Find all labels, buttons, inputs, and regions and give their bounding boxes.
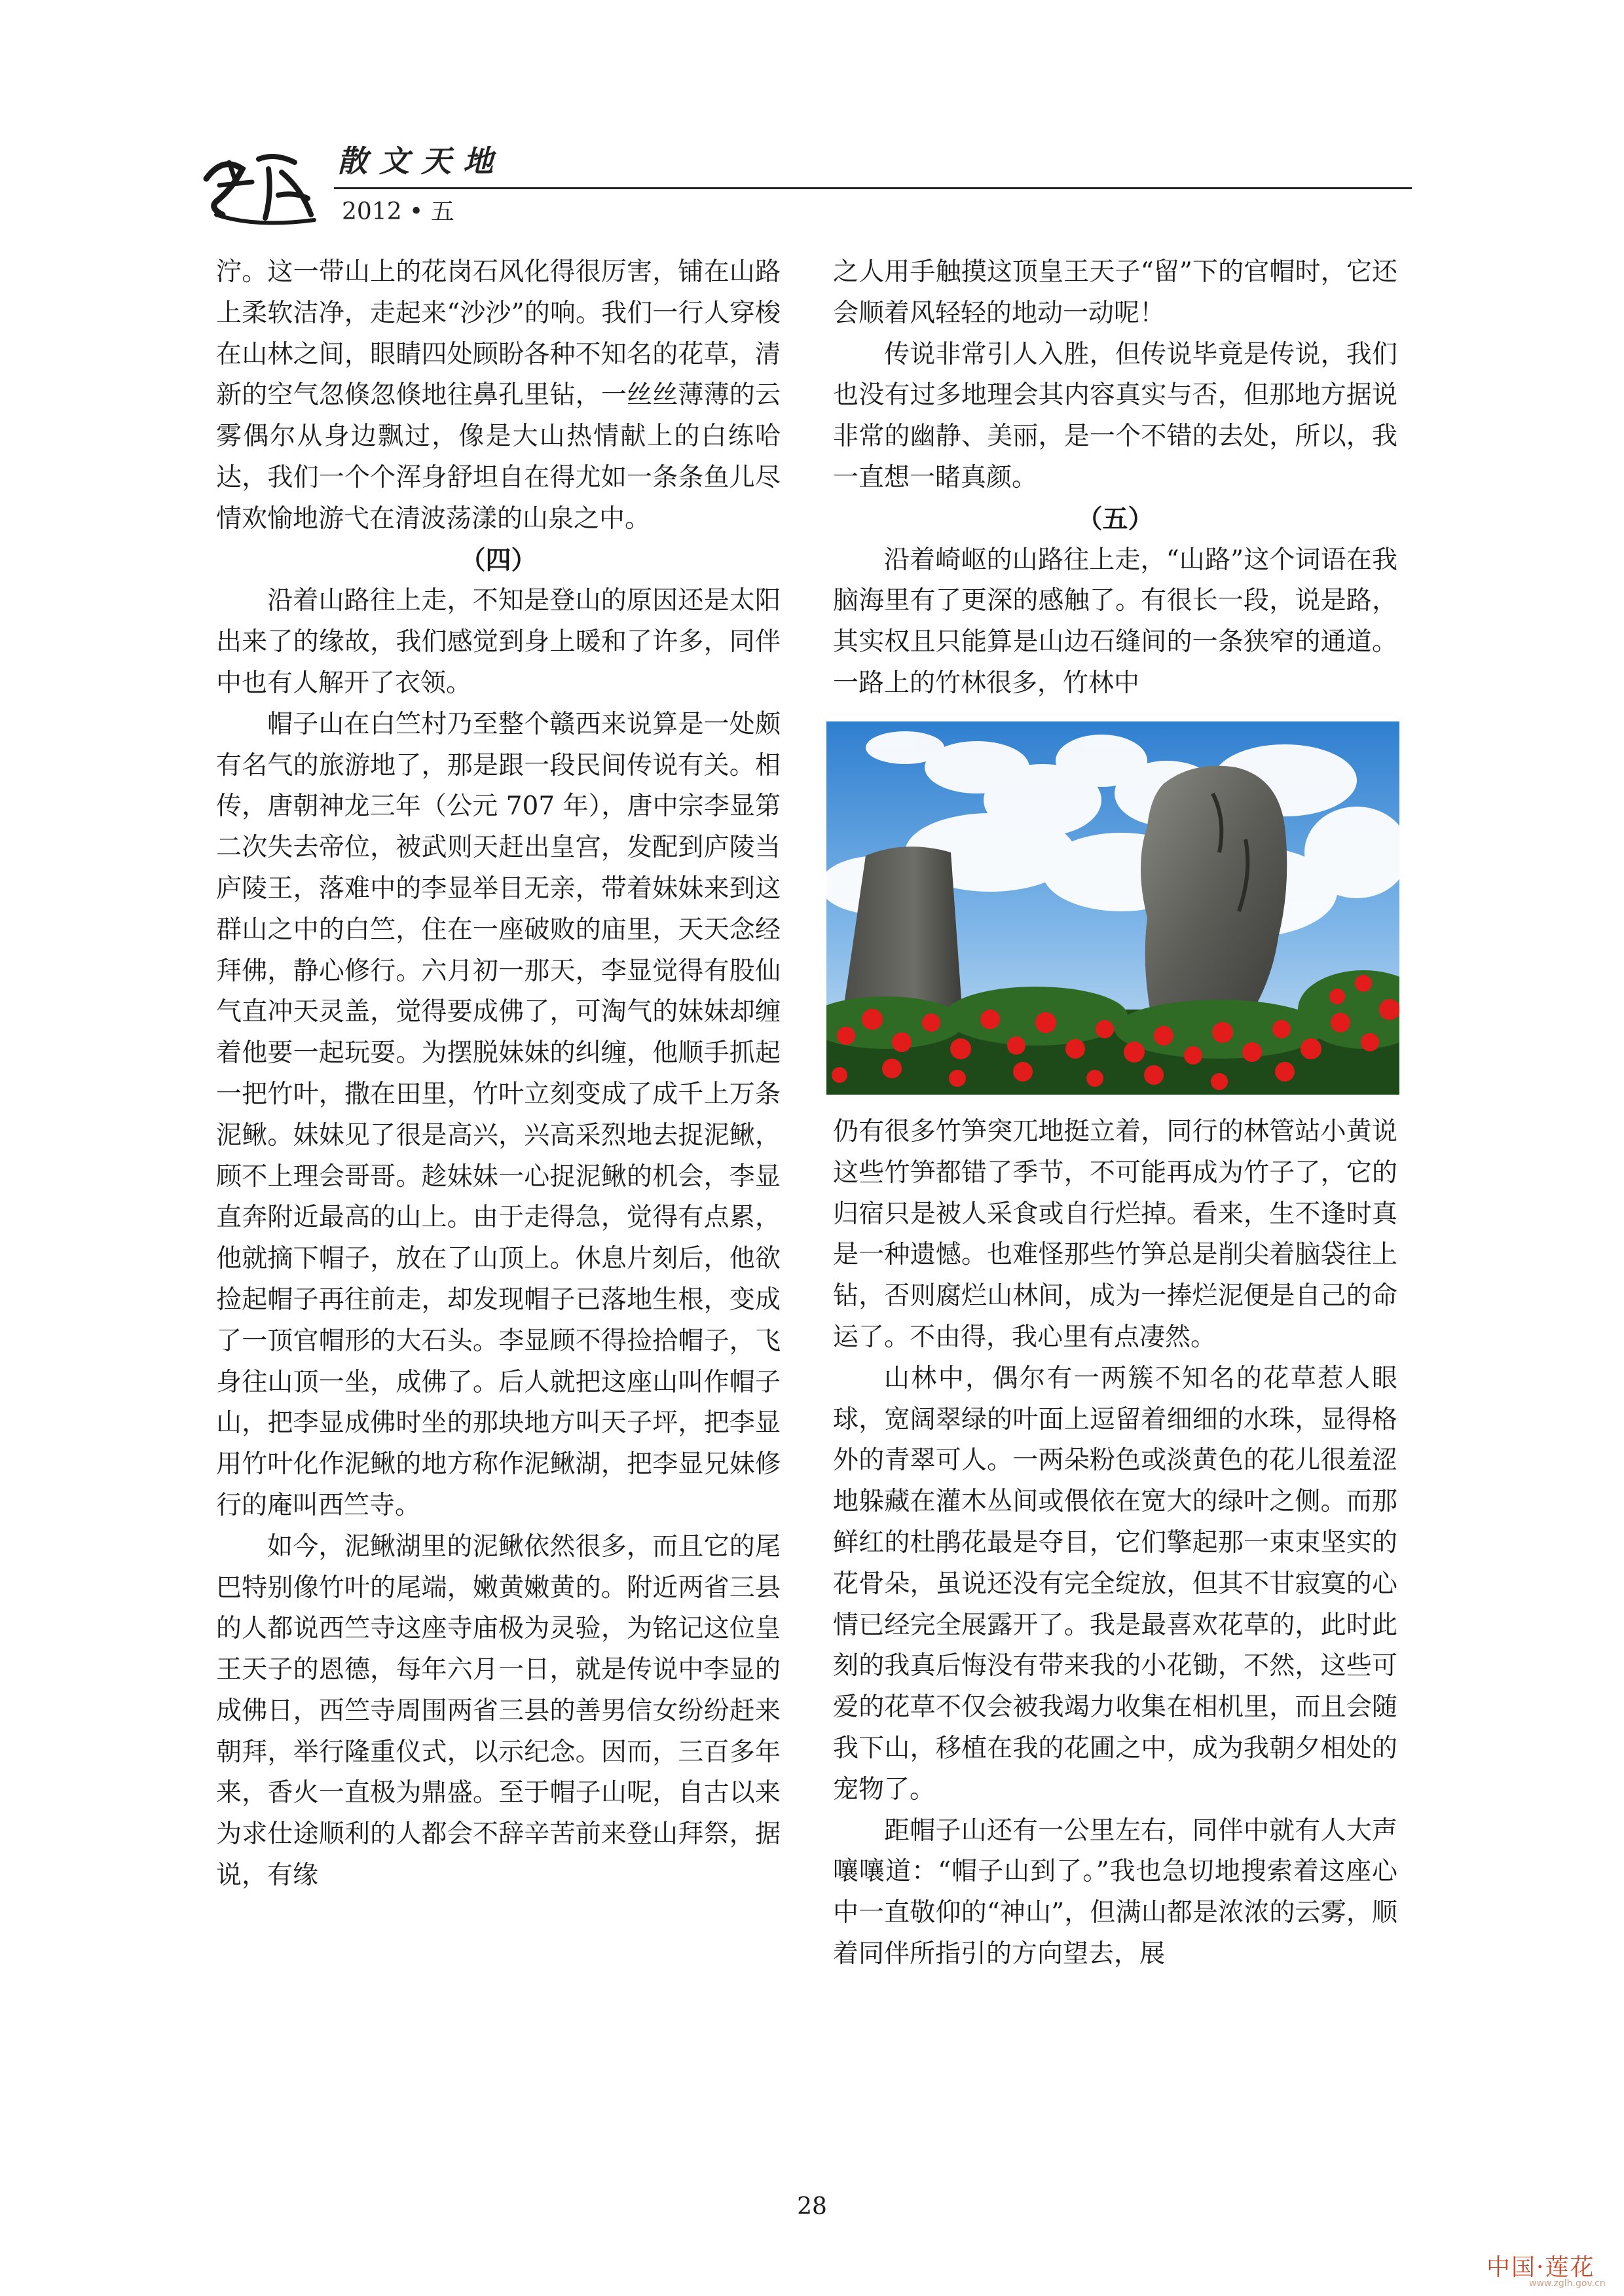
page-number: 28 bbox=[797, 2193, 827, 2220]
right-column-bottom bbox=[833, 1112, 1397, 1975]
section-heading: （五） bbox=[1077, 503, 1154, 534]
rock-azalea-photo bbox=[826, 721, 1399, 1095]
header-rule bbox=[334, 187, 1412, 189]
paragraph: 泞。这一带山上的花岗石风化得很厉害，铺在山路上柔软洁净，走起来“沙沙”的响。我们一行人穿梭在山林之间，眼睛四处顾盼各种不知名的花草，清新的空气忽倏忽倏地往鼻孔里钻，一丝丝薄薄的云雾偶尔从身边飘过，像是大山热情献上的白练哈达，我们一个个浑身舒坦自在得尤如一条条鱼儿尽情欢愉地游弋在清波荡漾的山泉之中。 bbox=[216, 257, 781, 534]
footer-brand: 中国·莲花 bbox=[1486, 2254, 1595, 2281]
paragraph: 沿着山路往上走，不知是登山的原因还是太阳出来了的缘故，我们感觉到身上暖和了许多，同伴中也有人解开了衣领。 bbox=[216, 586, 781, 698]
issue-number: 2012 • 五 bbox=[342, 198, 454, 225]
paragraph: 山林中，偶尔有一两簇不知名的花草惹人眼球，宽阔翠绿的叶面上逗留着细细的水珠，显得格外的青翠可人。一两朵粉色或淡黄色的花儿很羞涩地躲藏在灌木丛间或偎依在宽大的绿叶之侧。而那鲜红的杜鹃花最是夺目，它们擎起那一束束坚实的花骨朵，虽说还没有完全绽放，但其不甘寂寞的心情已经完全展露开了。我是最喜欢花草的，此时此刻的我真后悔没有带来我的小花锄，不然，这些可爱的花草不仅会被我竭力收集在相机里，而且会随我下山，移植在我的花圃之中，成为我朝夕相处的宠物了。 bbox=[833, 1363, 1397, 1804]
footer-url: www.zglh.gov.cn bbox=[1529, 2278, 1606, 2289]
paragraph: 传说非常引人入胜，但传说毕竟是传说，我们也没有过多地理会其内容真实与否，但那地方据说非常的幽静、美丽，是一个不错的去处，所以，我一直想一睹真颜。 bbox=[833, 339, 1397, 492]
section-title: 散文天地 bbox=[337, 143, 505, 179]
section-heading: （四） bbox=[460, 545, 537, 575]
right-column-top bbox=[833, 252, 1397, 704]
paragraph: 沿着崎岖的山路往上走，“山路”这个词语在我脑海里有了更深的感触了。有很长一段，说是路，其实权且只能算是山边石缝间的一条狭窄的通道。一路上的竹林很多，竹林中 bbox=[833, 545, 1397, 698]
paragraph: 距帽子山还有一公里左右，同伴中就有人大声嚷嚷道：“帽子山到了。”我也急切地搜索着这座心中一直敬仰的“神山”，但满山都是浓浓的云雾，顺着同伴所指引的方向望去，展 bbox=[833, 1815, 1397, 1969]
paragraph: 如今，泥鳅湖里的泥鳅依然很多，而且它的尾巴特别像竹叶的尾端，嫩黄嫩黄的。附近两省三县的人都说西竺寺这座寺庙极为灵验，为铭记这位皇王天子的恩德，每年六月一日，就是传说中李显的成佛日，西竺寺周围两省三县的善男信女纷纷赶来朝拜，举行隆重仪式，以示纪念。因而，三百多年来，香火一直极为鼎盛。至于帽子山呢，自古以来为求仕途顺利的人都会不辞辛苦前来登山拜祭，据说，有缘 bbox=[216, 1531, 781, 1891]
left-column bbox=[216, 252, 781, 1897]
paragraph: 之人用手触摸这顶皇王天子“留”下的官帽时，它还会顺着风轻轻的地动一动呢！ bbox=[833, 257, 1397, 328]
paragraph: 帽子山在白竺村乃至整个赣西来说算是一处颇有名气的旅游地了，那是跟一段民间传说有关。相传，唐朝神龙三年（公元 707 年），唐中宗李显第二次失去帝位，被武则天赶出皇宫，发配到庐陵当庐陵王，落难中的李显举目无亲，带着妹妹来到这群山之中的白竺，住在一座破败的庙里，天天念经拜佛，静心修行。六月初一那天，李显觉得有股仙气直冲天灵盖，觉得要成佛了，可淘气的妹妹却缠着他要一起玩耍。为摆脱妹妹的纠缠，他顺手抓起一把竹叶，撒在田里，竹叶立刻变成了成千上万条泥鳅。妹妹见了很是高兴，兴高采烈地去捉泥鳅，顾不上理会哥哥。趁妹妹一心捉泥鳅的机会，李显直奔附近最高的山上。由于走得急，觉得有点累，他就摘下帽子，放在了山顶上。休息片刻后，他欲捡起帽子再往前走，却发现帽子已落地生根，变成了一顶官帽形的大石头。李显顾不得捡拾帽子，飞身往山顶一坐，成佛了。后人就把这座山叫作帽子山，把李显成佛时坐的那块地方叫天子坪，把李显用竹叶化作泥鳅的地方称作泥鳅湖，把李显兄妹修行的庵叫西竺寺。 bbox=[216, 709, 781, 1520]
lotus-logo bbox=[196, 143, 321, 228]
magazine-header bbox=[196, 131, 1412, 229]
paragraph: 仍有很多竹笋突兀地挺立着，同行的林管站小黄说这些竹笋都错了季节，不可能再成为竹子了，它的归宿只是被人采食或自行烂掉。看来，生不逢时真是一种遗憾。也难怪那些竹笋总是削尖着脑袋往上钻，否则腐烂山林间，成为一捧烂泥便是自己的命运了。不由得，我心里有点凄然。 bbox=[833, 1117, 1397, 1352]
